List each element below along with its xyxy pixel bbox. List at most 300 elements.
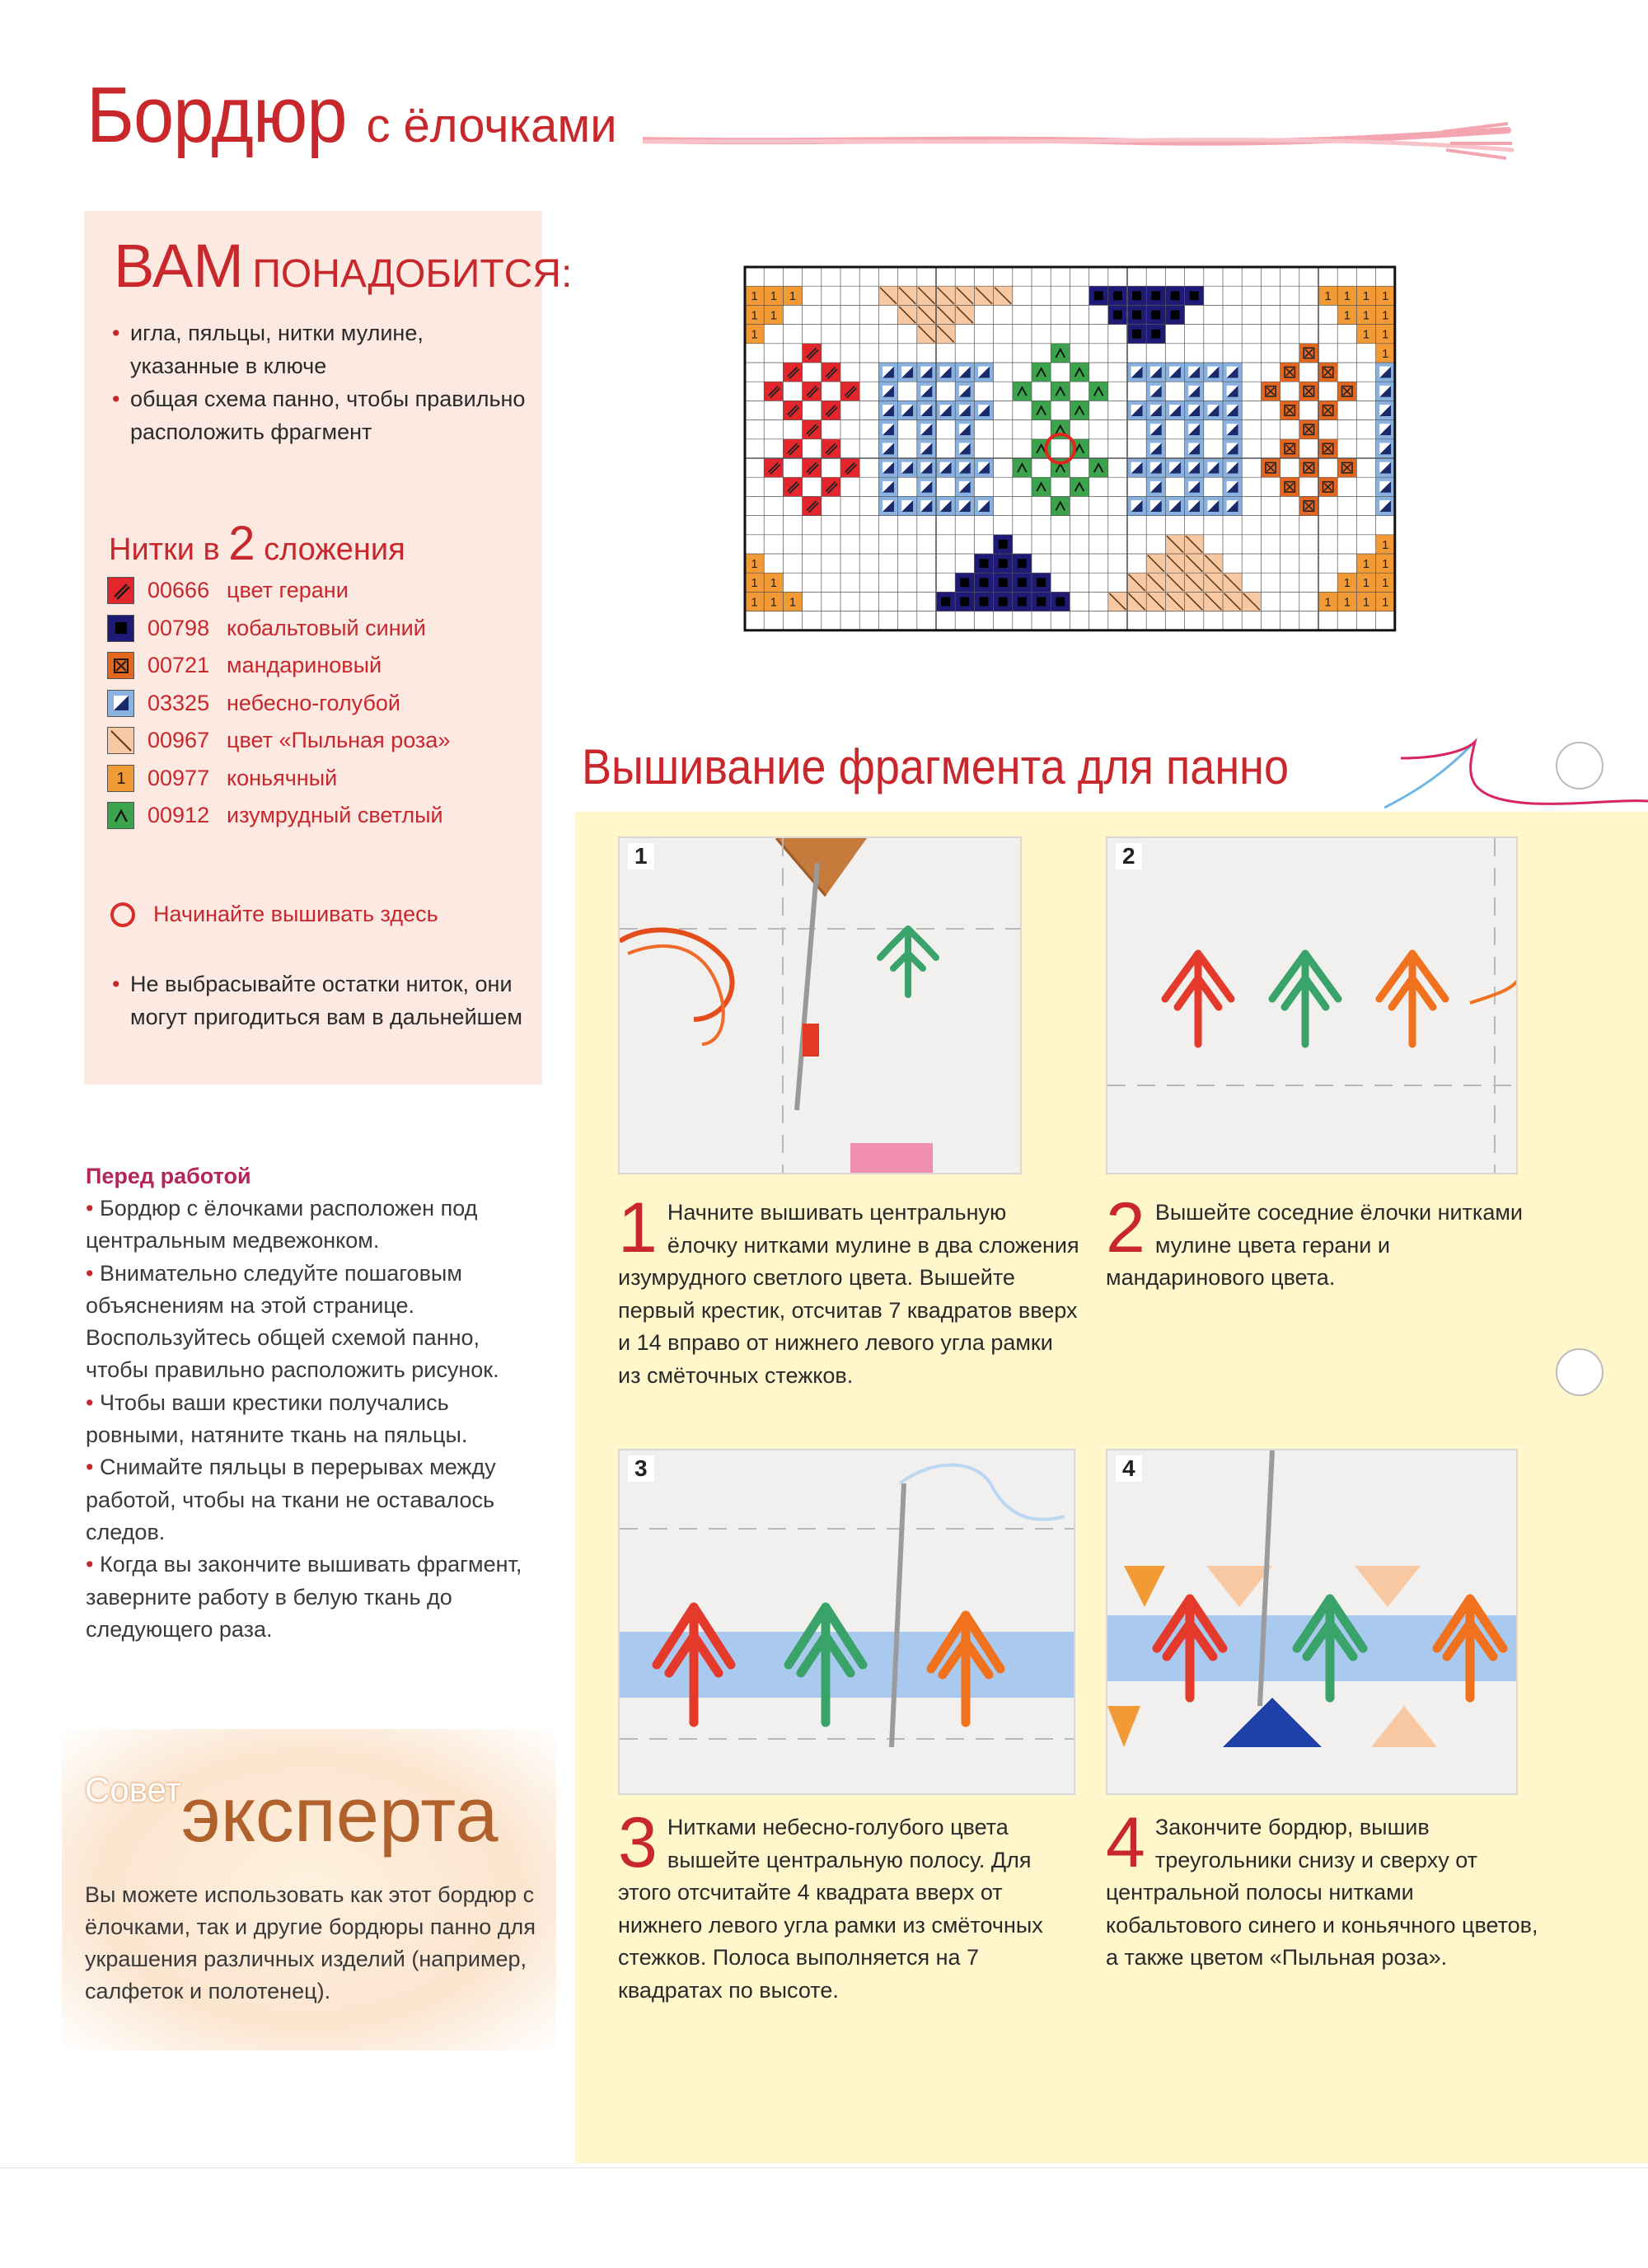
stitch-cell (1376, 439, 1395, 458)
stitch-cell (1223, 458, 1242, 477)
step-photo-1 (618, 836, 1022, 1174)
bullet-icon: • (86, 1389, 100, 1415)
stitch-cell (1299, 458, 1318, 477)
step-photo-4-image (1107, 1450, 1518, 1795)
stitch-cell (1146, 286, 1165, 305)
step-photo-3 (618, 1449, 1075, 1795)
stitch-cell (917, 420, 936, 439)
stitch-cell (974, 286, 993, 305)
svg-text:1: 1 (1382, 347, 1389, 361)
svg-text:1: 1 (770, 290, 777, 304)
stitch-cell (1376, 458, 1395, 477)
stitch-cell (1185, 535, 1204, 554)
stitch-cell (1204, 573, 1223, 592)
supplies-list (107, 316, 536, 448)
step-photo-4 (1106, 1449, 1518, 1795)
stitch-cell (974, 592, 993, 611)
stitch-cell (1108, 305, 1127, 324)
binder-hole (1556, 1348, 1604, 1396)
expert-tip-heading (85, 1770, 499, 1859)
stitch-cell (994, 592, 1013, 611)
step-big-number: 2 (1106, 1188, 1145, 1268)
stitch-cell (803, 496, 822, 515)
thread-name: цвет герани (227, 578, 349, 603)
step-description: Вышейте соседние ёлочки нитками мулине цвета герани и мандаринового цвета. (1106, 1200, 1523, 1290)
step-big-number: 3 (618, 1803, 658, 1882)
stitch-cell (1185, 286, 1204, 305)
stitch-cell (994, 535, 1013, 554)
stitch-cell (764, 573, 783, 592)
stitch-cell (1223, 420, 1242, 439)
step-description: Закончите бордюр, вышив треугольники снизу и сверху от центральной полосы нитками кобальтового синего и коньячного цветов, а также цветом «Пыльная роза». (1106, 1815, 1538, 1970)
stitch-cell (878, 420, 897, 439)
stitch-cell (764, 592, 783, 611)
stitch-cell (1337, 458, 1356, 477)
stitch-cell (1070, 477, 1089, 496)
stitch-cell (898, 305, 917, 324)
supplies-heading-big: ВАМ (114, 232, 244, 300)
stitch-cell (1013, 382, 1032, 401)
stitch-cell (936, 325, 955, 344)
stitch-cell (745, 305, 764, 324)
stitch-cell (878, 477, 897, 496)
svg-text:1: 1 (789, 596, 797, 610)
stitch-cell (1337, 592, 1356, 611)
stitch-cell (1376, 592, 1395, 611)
svg-text:1: 1 (1362, 577, 1370, 591)
start-hint (110, 902, 438, 927)
stitch-cell (1127, 286, 1146, 305)
key-row (107, 685, 519, 723)
stitch-cell (1165, 458, 1184, 477)
stitch-cell (745, 286, 764, 305)
stitch-cell (1356, 573, 1375, 592)
stitch-cell (764, 286, 783, 305)
bullet-icon: • (86, 1196, 100, 1221)
step-photo-3-image (620, 1450, 1075, 1795)
stitch-cell (1013, 592, 1032, 611)
stitch-cell (878, 286, 897, 305)
stitch-cell (1127, 592, 1146, 611)
stitch-cell (1051, 344, 1070, 363)
stitch-cell (1127, 458, 1146, 477)
stitch-cell (974, 554, 993, 573)
stitch-cell (898, 401, 917, 419)
svg-text:1: 1 (1382, 309, 1389, 323)
stitch-cell (1032, 363, 1051, 382)
stitch-cell (1376, 363, 1395, 382)
stitch-cell (1356, 554, 1375, 573)
stitch-cell (783, 592, 802, 611)
stitch-cell (1146, 477, 1165, 496)
svg-text:1: 1 (1382, 290, 1389, 304)
supplies-item: • игла, пяльцы, нитки мулине, указанные в ключе (107, 316, 536, 382)
stitch-cell (1185, 420, 1204, 439)
stitch-cell (917, 305, 936, 324)
stitch-cell (1185, 477, 1204, 496)
stitch-cell (1204, 458, 1223, 477)
svg-text:1: 1 (1362, 328, 1370, 342)
thread-swatch-icon (107, 615, 134, 642)
stitch-cell (1185, 592, 1204, 611)
stitch-cell (898, 458, 917, 477)
stitch-cell (1108, 286, 1127, 305)
stitch-cell (803, 382, 822, 401)
stitch-cell (898, 286, 917, 305)
pink-thread-decoration (643, 107, 1516, 173)
stitch-cell (1165, 363, 1184, 382)
svg-text:1: 1 (1343, 290, 1351, 304)
svg-text:1: 1 (751, 328, 758, 342)
stitch-cell (803, 458, 822, 477)
svg-text:1: 1 (751, 577, 758, 591)
stitch-cell (1165, 573, 1184, 592)
stitch-cell (1127, 305, 1146, 324)
stitch-cell (1376, 496, 1395, 515)
stitch-cell (1376, 305, 1395, 324)
thread-code: 00967 (147, 728, 210, 753)
stitch-cell (1356, 286, 1375, 305)
binder-hole (1556, 742, 1604, 790)
stitch-cell (1051, 382, 1070, 401)
stitch-cell (1146, 363, 1165, 382)
thread-name: коньячный (227, 765, 338, 790)
page-title-rest: с ёлочками (366, 99, 617, 152)
stitch-cell (1337, 382, 1356, 401)
stitch-cell (1165, 286, 1184, 305)
stitch-cell (917, 439, 936, 458)
stitch-cell (1070, 401, 1089, 419)
bullet-icon: • (86, 1455, 100, 1480)
step-big-number: 1 (618, 1188, 658, 1268)
stitch-cell (1165, 305, 1184, 324)
stitch-cell (1089, 458, 1108, 477)
thread-swatch-icon (107, 802, 134, 829)
stitch-cell (1146, 496, 1165, 515)
stitch-cell (1280, 401, 1299, 419)
stitch-cell (994, 573, 1013, 592)
stitch-cell (1204, 496, 1223, 515)
stitch-cell (1051, 592, 1070, 611)
thread-code: 03325 (147, 690, 210, 715)
thread-name: небесно-голубой (227, 690, 401, 715)
key-row (107, 572, 519, 610)
stitch-cell (1376, 286, 1395, 305)
stitch-cell (955, 420, 974, 439)
stitch-cell (1318, 363, 1337, 382)
stitch-cell (955, 382, 974, 401)
stitch-cell (1165, 401, 1184, 419)
svg-text:1: 1 (1343, 309, 1351, 323)
stitch-cell (898, 496, 917, 515)
stitch-cell (1185, 554, 1204, 573)
stitch-cell (1185, 401, 1204, 419)
stitch-cell (1146, 420, 1165, 439)
stitch-cell (936, 363, 955, 382)
supplies-box (84, 211, 573, 1085)
stitch-cell (1127, 363, 1146, 382)
stitch-cell (783, 477, 802, 496)
stitch-cell (1185, 382, 1204, 401)
stitch-cell (974, 401, 993, 419)
stitch-cell (936, 401, 955, 419)
key-row (107, 722, 519, 760)
stitch-cell (783, 439, 802, 458)
stitch-cell (1223, 477, 1242, 496)
stitch-cell (822, 363, 840, 382)
thread-name: кобальтовый синий (227, 615, 426, 640)
before-item: Чтобы ваши крестики получались ровными, натяните ткань на пяльцы. (86, 1389, 468, 1448)
svg-text:1: 1 (770, 596, 777, 610)
stitch-cell (1185, 573, 1204, 592)
stitch-cell (1376, 573, 1395, 592)
stitch-cell (1185, 439, 1204, 458)
stitch-cell (1376, 535, 1395, 554)
stitch-cell (1356, 325, 1375, 344)
stitch-cell (917, 325, 936, 344)
svg-text:1: 1 (770, 309, 777, 323)
thread-code: 00977 (147, 765, 210, 790)
threads-suffix: сложения (264, 532, 405, 567)
before-item: Внимательно следуйте пошаговым объяснениям на этой странице. Воспользуйтесь общей схемой панно, чтобы правильно расположить рисунок. (86, 1260, 499, 1383)
stitch-cell (955, 592, 974, 611)
stitch-cell (994, 554, 1013, 573)
stitch-cell (955, 363, 974, 382)
stitch-cell (1223, 401, 1242, 419)
svg-text:1: 1 (751, 558, 758, 572)
supplies-heading (114, 231, 572, 301)
thread-swatch-icon (107, 577, 134, 604)
stitch-cell (955, 573, 974, 592)
stitch-cell (878, 382, 897, 401)
stitch-cell (1337, 286, 1356, 305)
svg-text:1: 1 (1382, 328, 1389, 342)
svg-text:1: 1 (751, 290, 758, 304)
thread-name: цвет «Пыльная роза» (227, 728, 451, 753)
stitch-cell (1223, 439, 1242, 458)
supplies-heading-small: ПОНАДОБИТСЯ: (252, 252, 573, 296)
stitch-cell (1376, 420, 1395, 439)
threads-heading (109, 516, 405, 571)
stitch-cell (745, 573, 764, 592)
stitch-cell (764, 458, 783, 477)
stitch-cell (1318, 286, 1337, 305)
supplies-item: • общая схема панно, чтобы правильно расположить фрагмент (107, 382, 536, 448)
stitch-cell (1185, 363, 1204, 382)
svg-text:1: 1 (751, 596, 758, 610)
thread-swatch-icon (107, 652, 134, 679)
stitch-cell (898, 363, 917, 382)
stitch-cell (822, 439, 840, 458)
svg-text:1: 1 (1324, 290, 1332, 304)
thread-code: 00666 (147, 578, 210, 603)
stitch-cell (1318, 477, 1337, 496)
stitch-cell (745, 592, 764, 611)
threads-prefix: Нитки в (109, 532, 220, 567)
threads-count: 2 (228, 517, 255, 570)
stitch-cell (917, 363, 936, 382)
thread-name: изумрудный светлый (227, 803, 443, 828)
stitch-cell (1223, 573, 1242, 592)
svg-text:1: 1 (115, 770, 126, 789)
stitch-cell (1318, 401, 1337, 419)
page-bottom-rule (0, 2167, 1648, 2168)
svg-text:1: 1 (751, 309, 758, 323)
bullet-icon: • (86, 1260, 100, 1286)
stitch-cell (1376, 382, 1395, 401)
step-photo-2-image (1107, 838, 1518, 1174)
stitch-cell (822, 401, 840, 419)
expert-tip-small: Совет (85, 1770, 181, 1809)
stitch-cell (1146, 401, 1165, 419)
stitch-cell (1299, 496, 1318, 515)
stitch-cell (1204, 401, 1223, 419)
expert-tip-big: эксперта (180, 1771, 499, 1858)
stitch-cell (1299, 344, 1318, 363)
stitch-cell (1146, 458, 1165, 477)
step-number: 3 (628, 1455, 654, 1482)
stitch-cell (1223, 592, 1242, 611)
keep-note (107, 968, 536, 1033)
start-hint-text: Начинайте вышивать здесь (153, 902, 438, 926)
stitch-cell (955, 496, 974, 515)
thread-deco-icon (1384, 725, 1648, 816)
stitch-cell (1127, 401, 1146, 419)
stitch-cell (955, 439, 974, 458)
stitch-cell (974, 363, 993, 382)
thread-code: 00912 (147, 803, 210, 828)
before-work-text (86, 1193, 547, 1646)
stitch-cell (1299, 420, 1318, 439)
svg-text:1: 1 (1343, 577, 1351, 591)
thread-swatch-icon (107, 765, 134, 792)
stitch-cell (1223, 496, 1242, 515)
stitch-cell (783, 401, 802, 419)
stitch-cell (1356, 592, 1375, 611)
thread-name: мандариновый (227, 653, 382, 678)
stitch-cell (1185, 496, 1204, 515)
step-number: 2 (1116, 843, 1142, 869)
svg-text:1: 1 (1362, 290, 1370, 304)
before-item: Бордюр с ёлочками расположен под центральным медвежонком. (86, 1196, 478, 1253)
stitch-cell (1070, 363, 1089, 382)
key-row (107, 760, 519, 798)
thread-swatch-icon (107, 727, 134, 754)
stitch-cell (1013, 573, 1032, 592)
stitch-cell (878, 401, 897, 419)
stitch-cell (1146, 325, 1165, 344)
stitch-cell (936, 286, 955, 305)
stitch-cell (878, 439, 897, 458)
page-title-main: Бордюр (87, 71, 347, 159)
stitch-cell (745, 325, 764, 344)
stitch-cell (878, 363, 897, 382)
step-text-4 (1106, 1803, 1551, 1975)
svg-text:1: 1 (1382, 596, 1389, 610)
stitch-cell (840, 458, 859, 477)
stitch-cell (1280, 439, 1299, 458)
expert-tip-text: Вы можете использовать как этот бордюр с ёлочками, так и другие бордюры панно для украшения различных изделий (например, салфеток и полотенец). (85, 1882, 536, 2003)
stitch-cell (1146, 382, 1165, 401)
stitch-cell (1299, 382, 1318, 401)
stitch-cell (1165, 535, 1184, 554)
stitch-cell (1204, 592, 1223, 611)
stitch-cell (803, 344, 822, 363)
stitch-cell (1165, 496, 1184, 515)
stitch-cell (1204, 363, 1223, 382)
bullet-icon: • (86, 1552, 100, 1577)
stitch-cell (917, 496, 936, 515)
stitch-cell (1127, 496, 1146, 515)
stitch-cell (917, 286, 936, 305)
stitch-cell (936, 592, 955, 611)
stitch-cell (1261, 382, 1280, 401)
stitch-cell (1089, 286, 1108, 305)
step-number: 1 (628, 843, 654, 869)
stitch-cell (1013, 554, 1032, 573)
stitch-cell (1165, 554, 1184, 573)
svg-text:1: 1 (1324, 596, 1332, 610)
step-text-1 (618, 1188, 1079, 1392)
stitch-cell (974, 496, 993, 515)
stitch-cell (1108, 592, 1127, 611)
step-big-number: 4 (1106, 1803, 1145, 1882)
stitch-cell (1223, 382, 1242, 401)
stitch-cell (1146, 592, 1165, 611)
stitch-cell (1376, 401, 1395, 419)
stitch-cell (1032, 401, 1051, 419)
stitch-cell (1261, 458, 1280, 477)
stitch-cell (1051, 496, 1070, 515)
before-work-heading: Перед работой (86, 1164, 251, 1188)
stitch-cell (1146, 554, 1165, 573)
stitch-cell (878, 458, 897, 477)
stitch-cell (1146, 439, 1165, 458)
stitch-cell (936, 458, 955, 477)
svg-text:1: 1 (770, 577, 777, 591)
stitch-cell (1089, 382, 1108, 401)
key-row (107, 647, 519, 685)
stitch-cell (974, 573, 993, 592)
before-item: Когда вы закончите вышивать фрагмент, заверните работу в белую ткань до следующего раза. (86, 1552, 522, 1642)
stitch-cell (878, 496, 897, 515)
stitch-grid (742, 264, 1401, 643)
stitch-cell (1032, 477, 1051, 496)
steps-title: Вышивание фрагмента для панно (582, 739, 1289, 794)
svg-text:1: 1 (1362, 596, 1370, 610)
stitch-cell (1318, 592, 1337, 611)
stitch-cell (1337, 573, 1356, 592)
stitch-cell (1146, 305, 1165, 324)
step-description: Нитками небесно-голубого цвета вышейте центральную полосу. Для этого отсчитайте 4 квадрата вверх от нижнего левого угла рамки из смёточных стежков. Полоса выполняется на 7 квадратах по высоте. (618, 1815, 1043, 2003)
cross-stitch-chart (742, 264, 1401, 647)
step-photo-2 (1106, 836, 1518, 1174)
step-number: 4 (1116, 1455, 1142, 1482)
svg-text:1: 1 (1362, 558, 1370, 572)
stitch-cell (1223, 363, 1242, 382)
svg-text:1: 1 (1362, 309, 1370, 323)
step-text-3 (618, 1803, 1079, 2007)
key-row (107, 610, 519, 648)
stitch-cell (955, 458, 974, 477)
stitch-cell (1280, 363, 1299, 382)
stitch-cell (917, 401, 936, 419)
stitch-cell (1204, 554, 1223, 573)
stitch-cell (917, 458, 936, 477)
svg-text:1: 1 (1343, 596, 1351, 610)
stitch-cell (1127, 325, 1146, 344)
stitch-cell (822, 477, 840, 496)
